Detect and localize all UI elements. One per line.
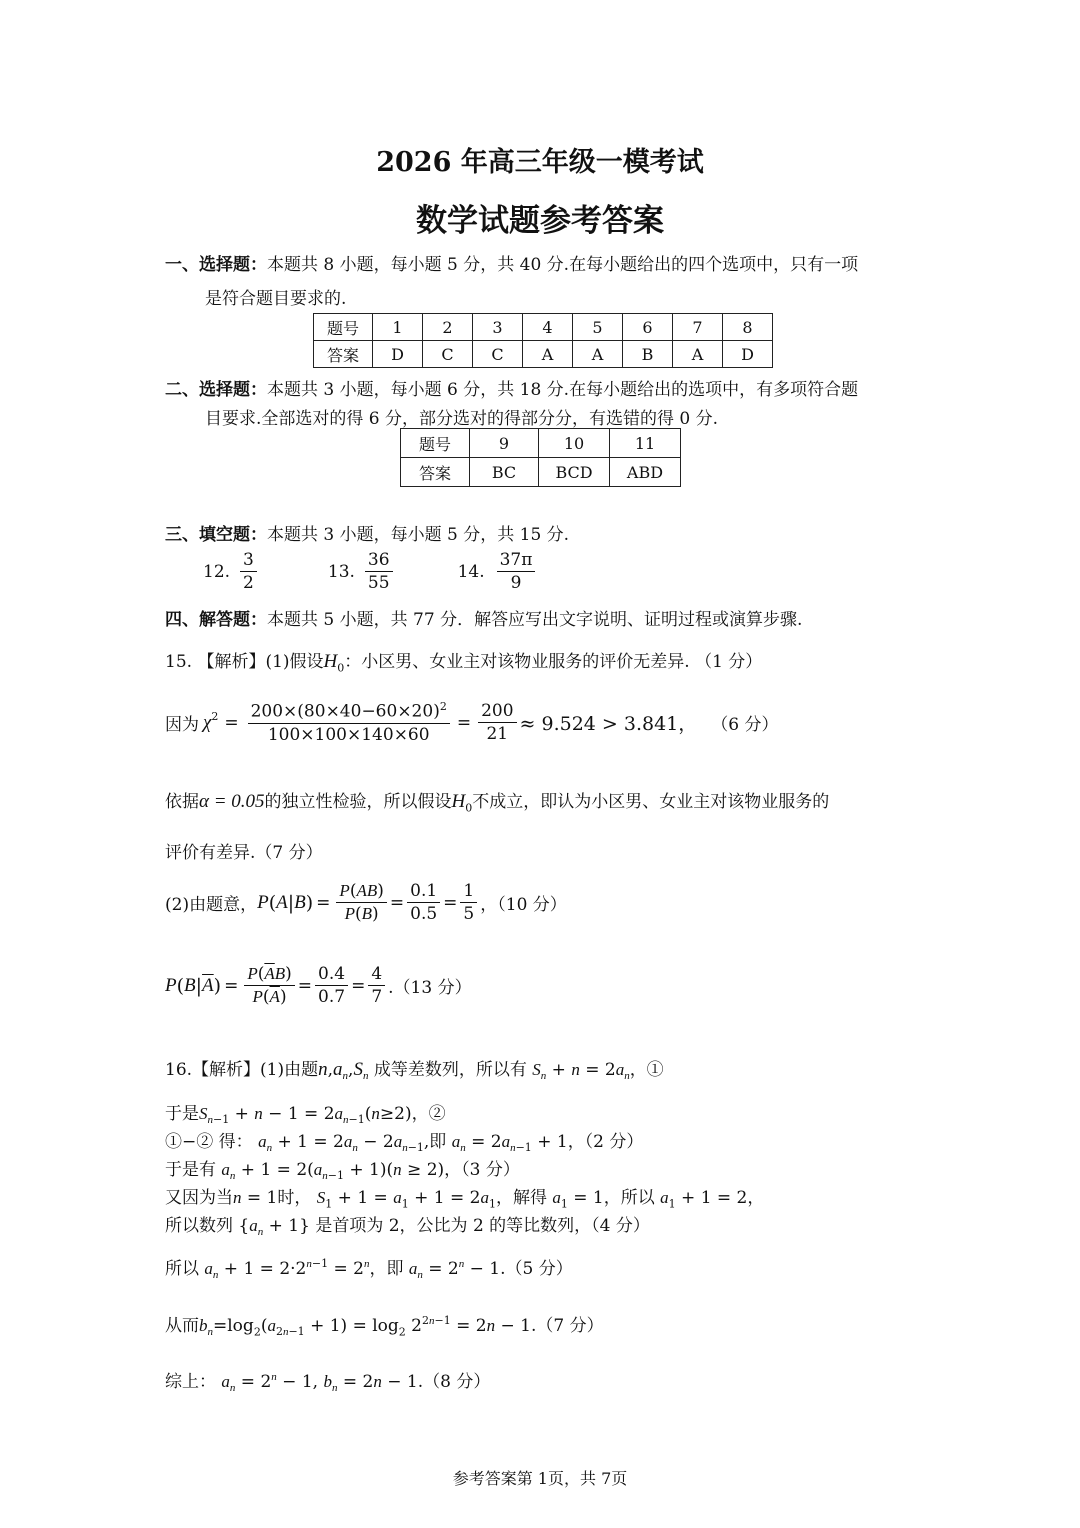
table-cell: 1 xyxy=(373,314,423,341)
table-cell: A xyxy=(523,341,573,368)
table-cell: C xyxy=(423,341,473,368)
chi-square-result-fraction: $\frac{200}{21}$ xyxy=(478,700,516,745)
table-cell: 4 xyxy=(523,314,573,341)
p15-line-1: 15. 【解析】(1)假设$H_0$：小区男、女业主对该物业服务的评价无差异. （1 分） xyxy=(165,651,763,675)
p15-part2-line: (2)由题意， P ( A | B ) = $\frac{P(AB)}{P(B)}$ = $\frac{0.1}{0.5}$ = $\frac{1}{5}$ ，（10 分） xyxy=(165,881,567,925)
section-2-answer-table xyxy=(400,428,681,487)
answer-14-fraction: $\frac{37\pi}{9}$ xyxy=(497,549,536,594)
section-1-line1: 一、选择题：本题共 8 小题，每小题 5 分，共 40 分.在每小题给出的四个选项中，只有一项 xyxy=(165,255,859,275)
section-3-line: 三、填空题：本题共 3 小题，每小题 5 分，共 15 分. xyxy=(165,525,570,545)
p16-line-4: 于是有 $a_n + 1 = 2(a_{n-1} + 1)(n \ge 2)$，（3 分） xyxy=(165,1160,520,1183)
table-cell: 8 xyxy=(723,314,773,341)
table-row xyxy=(314,341,773,368)
section-1-heading: 一、选择题： xyxy=(165,255,267,275)
table-cell: 9 xyxy=(470,429,539,458)
p15-line-3: 依据α = 0.05的独立性检验，所以假设$H_0$不成立，即认为小区男、女业主对该物业服务的 xyxy=(165,791,830,815)
section-2-line2: 目要求.全部选对的得 6 分，部分选对的得部分分，有选错的得 0 分. xyxy=(205,409,719,429)
section-4-line: 四、解答题：本题共 5 小题，共 77 分．解答应写出文字说明、证明过程或演算步骤. xyxy=(165,610,803,630)
table-cell: 3 xyxy=(473,314,523,341)
table-row xyxy=(401,458,681,487)
table-cell: ABD xyxy=(610,458,681,487)
table-cell: 11 xyxy=(610,429,681,458)
table-cell: 题号 xyxy=(401,429,470,458)
section-2-line1: 二、选择题：本题共 3 小题，每小题 6 分，共 18 分.在每小题给出的选项中，有多项符合题 xyxy=(165,380,859,400)
table-cell: C xyxy=(473,341,523,368)
table-cell: BCD xyxy=(539,458,610,487)
section-1-answer-table xyxy=(313,313,773,368)
table-cell: D xyxy=(373,341,423,368)
table-cell: 题号 xyxy=(314,314,373,341)
p16-line-1: 16.【解析】(1)由题$n,a_n,S_n$ 成等差数列，所以有 $S_n + n = 2a_n$，① xyxy=(165,1059,664,1083)
table-cell: 答案 xyxy=(401,458,470,487)
table-row xyxy=(401,429,681,458)
answer-12-fraction: $\frac{3}{2}$ xyxy=(240,549,257,594)
table-cell: 7 xyxy=(673,314,723,341)
section-3-heading: 三、填空题： xyxy=(165,525,267,545)
table-cell: BC xyxy=(470,458,539,487)
document-title: 数学试题参考答案 xyxy=(416,203,664,239)
section-4-heading: 四、解答题： xyxy=(165,610,267,630)
table-cell: 6 xyxy=(623,314,673,341)
p16-line-8: 从而$b_n=\log_2(a_{2n-1} + 1) = \log_2 2^{2n-1} = 2n - 1.(7$ 分） xyxy=(165,1314,604,1339)
table-row xyxy=(314,314,773,341)
table-cell: A xyxy=(573,341,623,368)
table-cell: 5 xyxy=(573,314,623,341)
table-cell: D xyxy=(723,341,773,368)
chi-square-fraction: $\frac{200\times(80\times 40-60\times 20)^2}{100\times 100\times 140\times 60}$ xyxy=(248,700,450,746)
table-cell: 2 xyxy=(423,314,473,341)
p16-line-5: 又因为当n = 1时， $S_1 + 1 = a_1 + 1 = 2a_1$，解得 $a_1 = 1$，所以 $a_1 + 1 = 2$， xyxy=(165,1188,765,1211)
p16-line-2: 于是$S_{n-1} + n - 1 = 2a_{n-1}(n\ge 2)$，② xyxy=(165,1104,446,1127)
p16-line-9: 综上： $a_n = 2^n - 1$, $b_n = 2n - 1.(8$ 分） xyxy=(165,1371,491,1395)
section-1-line2: 是符合题目要求的. xyxy=(205,289,347,309)
table-cell: B xyxy=(623,341,673,368)
fill-in-answers: 12. $\frac{3}{2}$ 13. $\frac{36}{55}$ 14. $\frac{37\pi}{9}$ xyxy=(203,549,538,594)
section-2-heading: 二、选择题： xyxy=(165,380,267,400)
exam-title: 2026 年高三年级一模考试 xyxy=(376,147,704,178)
answer-13-fraction: $\frac{36}{55}$ xyxy=(365,549,393,594)
p15-part2-line-2: P ( B | $\overline{A}$ ) = $\frac{P(\overline{A}B)}{P(\overline{A})}$ = $\frac{0.4}{0.7}$ = $\frac{4}{7}$ .（13 分） xyxy=(165,964,472,1008)
p16-line-3: ①−② 得： $a_n + 1 = 2a_n - 2a_{n-1}$,即 $a_n = 2a_{n-1} + 1$，（2 分） xyxy=(165,1132,644,1155)
page-footer: 参考答案第 1页，共 7页 xyxy=(452,1469,628,1488)
table-cell: A xyxy=(673,341,723,368)
p16-line-7: 所以 $a_n + 1 = 2\cdot 2^{n-1} = 2^n$，即 $a_n = 2^n - 1.(5$ 分） xyxy=(165,1257,573,1282)
p15-chi-square-line: 因为 χ $^2$ = $\frac{200\times(80\times 40-60\times 20)^2}{100\times 100\times 140\times 60}$ = $\frac{200}{21}$ ≈ 9.524 > 3.841， （6 分） xyxy=(165,700,779,745)
p16-line-6: 所以数列 $\{a_n + 1\}$ 是首项为 2，公比为 2 的等比数列，（4 分） xyxy=(165,1216,650,1239)
table-cell: 10 xyxy=(539,429,610,458)
p15-line-4: 评价有差异.（7 分） xyxy=(165,843,323,863)
table-cell: 答案 xyxy=(314,341,373,368)
